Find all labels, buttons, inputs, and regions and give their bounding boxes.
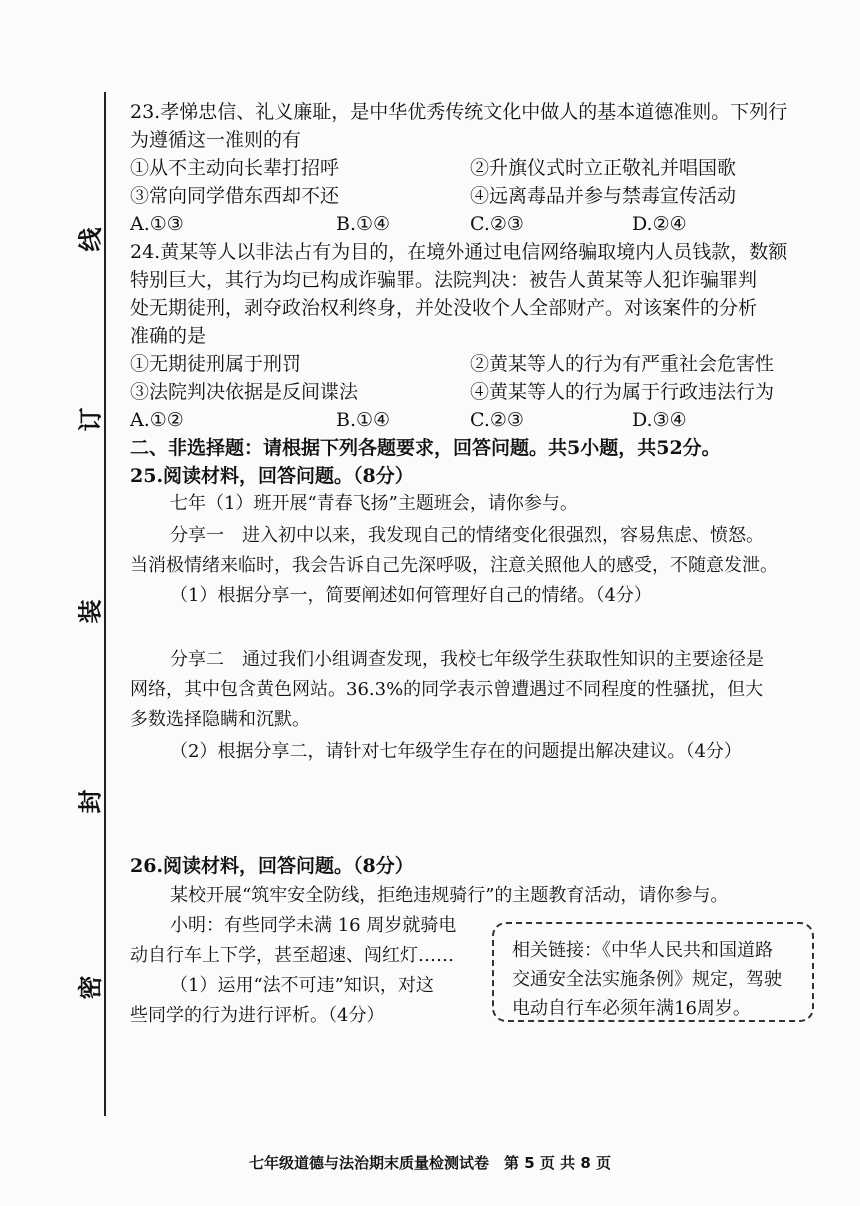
q24-stem-line3: 处无期徒刑，剥夺政治权利终身，并处没收个人全部财产。对该案件的分析 [130,297,758,319]
q23-option-1: ①从不主动向长辈打招呼 [130,157,340,179]
related-link-line2: 交通安全法实施条例》规定，驾驶 [512,969,782,990]
q26-subquestion-1: （1）运用“法不可违”知识，对这 [170,975,434,996]
related-link-line1: 相关链接：《中华人民共和国道路 [512,940,773,961]
q23-choice-a: A.①③ [130,213,184,235]
q23-option-3: ③常向同学借东西却不还 [130,185,340,207]
q23-choice-c: C.②③ [470,213,524,235]
q24-choice-b: B.①④ [336,409,391,431]
q23-option-2: ②升旗仪式时立正敬礼并唱国歌 [470,157,737,179]
page-footer: 七年级道德与法治期末质量检测试卷 第 5 页 共 8 页 [249,1154,611,1172]
section2-heading: 二、非选择题：请根据下列各题要求，回答问题。共5小题，共52分。 [130,437,721,459]
binding-char-zhuang: 装 [75,599,105,624]
related-link-box [492,922,814,1022]
q24-stem-line4: 准确的是 [130,325,207,347]
q26-material-line1: 小明：有些同学未满 16 周岁就骑电 [170,915,457,936]
q23-choice-d: D.②④ [632,213,687,235]
q25-share2-line3: 多数选择隐瞒和沉默。 [130,709,310,730]
q25-subquestion-1: （1）根据分享一，简要阐述如何管理好自己的情绪。（4分） [170,585,652,606]
q24-option-1: ①无期徒刑属于刑罚 [130,353,302,375]
q24-option-3: ③法院判决依据是反间谍法 [130,381,359,403]
q24-option-4: ④黄某等人的行为属于行政违法行为 [470,381,775,403]
q24-choice-a: A.①② [130,409,184,431]
q26-title: 26.阅读材料，回答问题。（8分） [130,855,414,877]
q24-stem-line1: 24.黄某等人以非法占有为目的，在境外通过电信网络骗取境内人员钱款，数额 [130,241,788,263]
q25-title: 25.阅读材料，回答问题。（8分） [130,465,414,487]
q24-stem-line2: 特别巨大，其行为均已构成诈骗罪。法院判决：被告人黄某等人犯诈骗罪判 [130,269,758,291]
binding-char-feng: 封 [75,789,105,814]
related-link-line3: 电动自行车必须年满16周岁。 [512,998,751,1019]
q24-option-2: ②黄某等人的行为有严重社会危害性 [470,353,775,375]
q24-choice-c: C.②③ [470,409,524,431]
q26-subquestion-1-cont: 些同学的行为进行评析。（4分） [130,1005,385,1026]
q25-share2-line1: 分享二 通过我们小组调查发现，我校七年级学生获取性知识的主要途径是 [170,649,764,670]
q25-share2-line2: 网络，其中包含黄色网站。36.3%的同学表示曾遭遇过不同程度的性骚扰，但大 [130,679,764,700]
q25-subquestion-2: （2）根据分享二，请针对七年级学生存在的问题提出解决建议。（4分） [170,741,742,762]
q25-share1-line1: 分享一 进入初中以来，我发现自己的情绪变化很强烈，容易焦虑、愤怒。 [170,525,764,546]
q23-stem-line1: 23.孝悌忠信、礼义廉耻，是中华优秀传统文化中做人的基本道德准则。下列行 [130,101,788,123]
q23-choice-b: B.①④ [336,213,391,235]
binding-char-ding: 订 [75,407,105,432]
q25-share1-line2: 当消极情绪来临时，我会告诉自己先深呼吸，注意关照他人的感受，不随意发泄。 [130,555,778,576]
binding-char-mi: 密 [75,975,105,1000]
q26-intro: 某校开展“筑牢安全防线，拒绝违规骑行”的主题教育活动，请你参与。 [170,885,729,906]
q23-stem-line2: 为遵循这一准则的有 [130,129,302,151]
q25-intro: 七年（1）班开展“青春飞扬”主题班会，请你参与。 [170,493,578,514]
binding-char-xian: 线 [75,227,105,252]
q26-material-line2: 动自行车上下学，甚至超速、闯红灯…… [130,945,454,966]
q23-option-4: ④远离毒品并参与禁毒宣传活动 [470,185,737,207]
q24-choice-d: D.③④ [632,409,687,431]
